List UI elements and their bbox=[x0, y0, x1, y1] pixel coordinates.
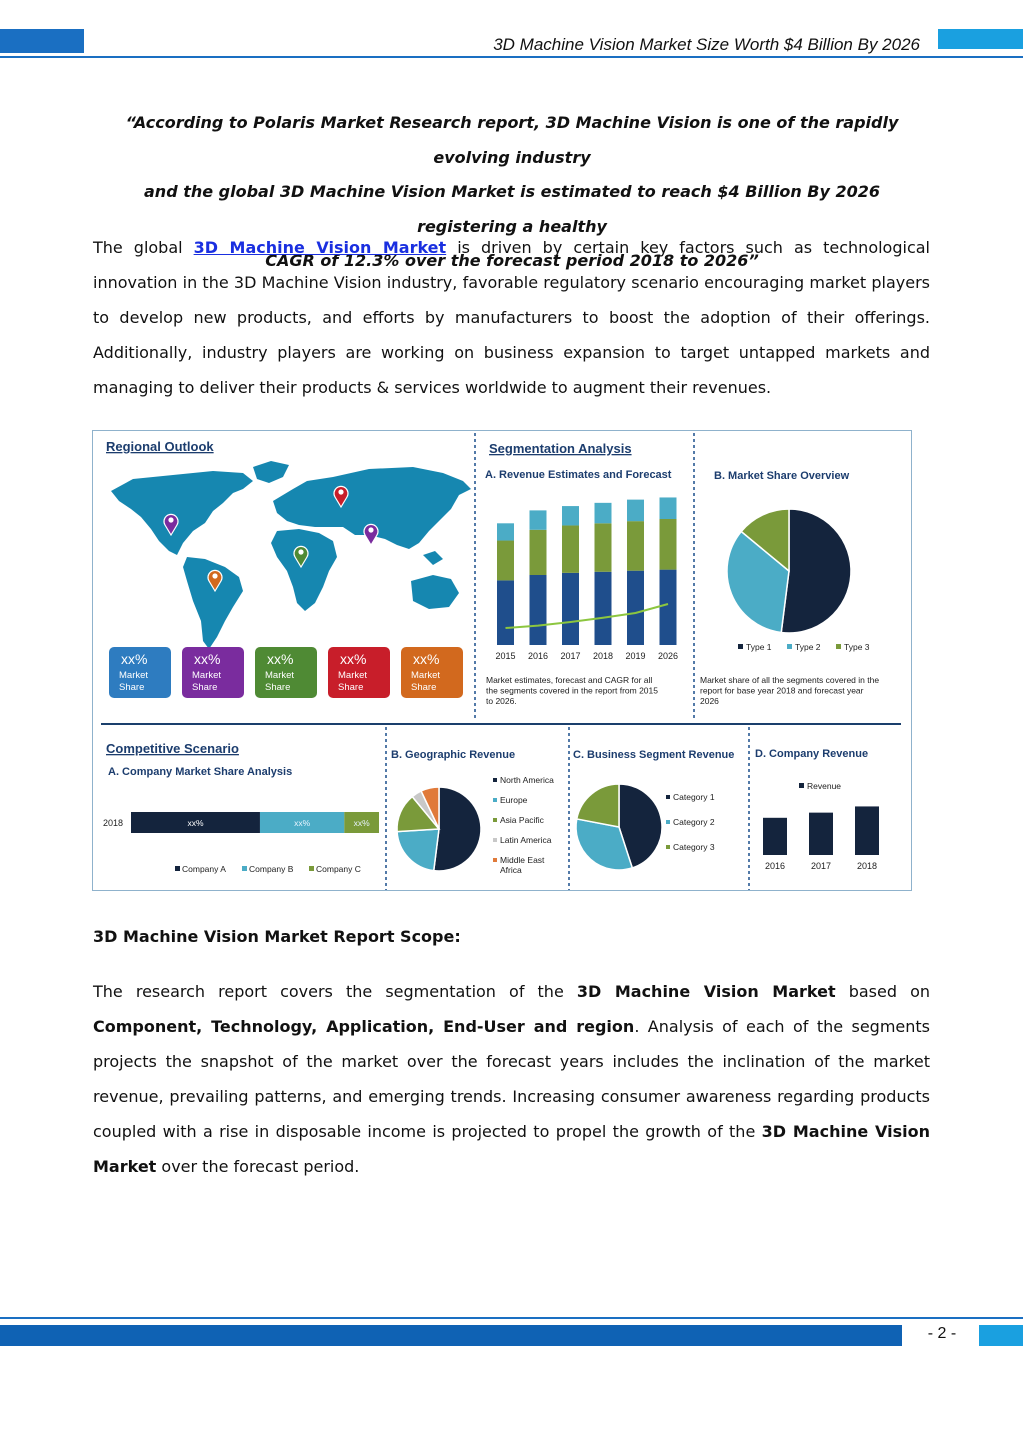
legend-label: Type 3 bbox=[844, 642, 870, 652]
legend-label: Company C bbox=[316, 864, 361, 874]
legend-label: Company B bbox=[249, 864, 294, 874]
infographic-svg bbox=[93, 431, 911, 890]
legend-label: Revenue bbox=[807, 781, 842, 791]
footer-bar bbox=[0, 1325, 902, 1346]
revenue-bar-segment bbox=[530, 530, 547, 575]
quote-line-3: CAGR of 12.3% over the forecast period 2018 to 2026” bbox=[265, 251, 759, 270]
legend-label: Type 1 bbox=[746, 642, 772, 652]
page-header-title: 3D Machine Vision Market Size Worth $4 Billion By 2026 bbox=[493, 35, 920, 54]
segmentation-title: Segmentation Analysis bbox=[489, 441, 632, 456]
revenue-year-label: 2016 bbox=[527, 651, 549, 661]
legend-label: Europe bbox=[500, 795, 528, 805]
revenue-year-label: 2026 bbox=[657, 651, 679, 661]
legend-swatch bbox=[242, 866, 247, 871]
scope-text-1: The research report covers the segmentation of the bbox=[93, 982, 577, 1001]
region-badge-value: xx% bbox=[340, 651, 367, 667]
legend-label: North America bbox=[500, 775, 554, 785]
share-caption-line: Market share of all the segments covered in the bbox=[700, 675, 880, 685]
company-revenue-year: 2017 bbox=[810, 861, 832, 871]
legend-swatch bbox=[493, 798, 497, 802]
company-share-year: 2018 bbox=[103, 818, 124, 828]
market-share-pie bbox=[727, 509, 851, 633]
revenue-caption-line: to 2026. bbox=[486, 696, 517, 706]
region-badge-label: Share bbox=[192, 682, 218, 693]
legend-label: Type 2 bbox=[795, 642, 821, 652]
market-link[interactable]: 3D Machine Vision Market bbox=[193, 238, 447, 257]
world-map bbox=[111, 461, 471, 649]
legend-swatch bbox=[493, 778, 497, 782]
revenue-caption-line: the segments covered in the report from 2015 bbox=[486, 685, 658, 696]
scope-text-4: over the forecast period. bbox=[156, 1157, 360, 1176]
region-badge-label: Share bbox=[338, 682, 364, 693]
revenue-year-label: 2017 bbox=[560, 651, 581, 661]
revenue-bar-segment bbox=[562, 525, 579, 572]
scope-bold-1: 3D Machine Vision Market bbox=[576, 982, 836, 1001]
company-share-label: xx% bbox=[187, 818, 204, 828]
footer-accent-right bbox=[979, 1325, 1023, 1346]
competitive-title: Competitive Scenario bbox=[106, 741, 239, 756]
legend-label: Latin America bbox=[500, 835, 552, 845]
region-badges bbox=[109, 647, 463, 698]
scope-paragraph bbox=[93, 974, 930, 1184]
region-badge-label: Market bbox=[338, 670, 368, 681]
revenue-bar-segment bbox=[627, 500, 644, 522]
geographic-slice bbox=[434, 787, 481, 871]
company-revenue-year: 2018 bbox=[856, 861, 878, 871]
region-badge-value: xx% bbox=[194, 651, 221, 667]
region-badge-value: xx% bbox=[267, 651, 294, 667]
segment-slice bbox=[577, 784, 619, 827]
quote-line-1: “According to Polaris Market Research report, 3D Machine Vision is one of the rapidly evolving industry bbox=[125, 113, 899, 167]
legend-swatch bbox=[787, 644, 792, 649]
header-accent-left bbox=[0, 29, 84, 53]
revenue-bar-segment bbox=[595, 523, 612, 571]
scope-bold-3: 3D Machine Vision Market bbox=[93, 1122, 930, 1176]
intro-paragraph bbox=[93, 230, 930, 405]
company-share-chart bbox=[103, 812, 379, 874]
region-badge-label: Market bbox=[119, 670, 149, 681]
australia-shape bbox=[411, 575, 459, 609]
revenue-bar-segment bbox=[530, 575, 547, 645]
legend-label: Company A bbox=[182, 864, 226, 874]
revenue-year-label: 2015 bbox=[495, 651, 516, 661]
header-accent-right bbox=[938, 29, 1023, 49]
company-revenue-title: D. Company Revenue bbox=[755, 748, 869, 760]
region-badge-label: Market bbox=[265, 670, 295, 681]
legend-swatch bbox=[309, 866, 314, 871]
company-revenue-bar bbox=[855, 806, 879, 855]
region-badge-label: Market bbox=[192, 670, 222, 681]
market-share-legend bbox=[738, 642, 870, 652]
revenue-bar-segment bbox=[497, 523, 514, 540]
legend-swatch bbox=[666, 820, 670, 824]
revenue-caption-line: Market estimates, forecast and CAGR for all bbox=[486, 675, 653, 685]
quote-line-2: and the global 3D Machine Vision Market is estimated to reach $4 Billion By 2026 registering a healthy bbox=[144, 182, 880, 236]
revenue-year-label: 2019 bbox=[625, 651, 646, 661]
intro-text-rest: is driven by certain key factors such as technological innovation in the 3D Machine Vision industry, favorable regulatory scenario encouraging market players to develop new products, and efforts by manufacturers to boost the adoption of their offerings. Additionally, industry players are working on business expansion to target untapped markets and managing to deliver their products & services worldwide to augment their revenues. bbox=[93, 238, 930, 397]
revenue-bar-segment bbox=[660, 497, 677, 519]
revenue-forecast-caption bbox=[486, 675, 658, 706]
region-badge-label: Share bbox=[265, 682, 291, 693]
legend-label: Category 3 bbox=[673, 842, 715, 852]
north-america-shape bbox=[111, 471, 253, 555]
legend-swatch bbox=[493, 818, 497, 822]
legend-swatch bbox=[493, 838, 497, 842]
legend-swatch bbox=[175, 866, 180, 871]
revenue-bar-segment bbox=[562, 506, 579, 525]
revenue-bar-segment bbox=[627, 521, 644, 571]
revenue-bar-segment bbox=[660, 519, 677, 570]
company-revenue-year: 2016 bbox=[764, 861, 786, 871]
legend-label: Category 2 bbox=[673, 817, 715, 827]
legend-label: Category 1 bbox=[673, 792, 715, 802]
legend-swatch bbox=[666, 845, 670, 849]
legend-swatch bbox=[799, 783, 804, 788]
geographic-slice bbox=[397, 829, 439, 871]
greenland-shape bbox=[253, 461, 289, 483]
company-share-label: xx% bbox=[294, 818, 311, 828]
map-pin-dot bbox=[212, 573, 217, 578]
region-badge-label: Share bbox=[411, 682, 437, 693]
legend-label: Middle East Africa bbox=[500, 855, 545, 875]
page-number: - 2 - bbox=[927, 1325, 957, 1342]
revenue-bar-segment bbox=[595, 503, 612, 523]
region-badge-value: xx% bbox=[413, 651, 440, 667]
market-share-caption bbox=[700, 675, 879, 706]
intro-text-start: The global bbox=[93, 238, 194, 257]
share-caption-line: 2026 bbox=[700, 696, 719, 706]
legend-swatch bbox=[666, 795, 670, 799]
scope-text-3: . Analysis of each of the segments projects the snapshot of the market over the forecast years includes the inclination of the market revenue, prevailing patterns, and emerging trends. Increasing consumer awareness regarding products coupled with a rise in disposable income is projected to propel the growth of the bbox=[93, 1017, 930, 1141]
scope-heading: 3D Machine Vision Market Report Scope: bbox=[93, 927, 461, 946]
header-rule bbox=[0, 56, 1023, 58]
revenue-bar-segment bbox=[530, 510, 547, 529]
company-revenue-bar bbox=[763, 818, 787, 855]
market-share-slice bbox=[781, 509, 851, 633]
geographic-revenue-title: B. Geographic Revenue bbox=[391, 749, 516, 761]
revenue-bar-segment bbox=[627, 571, 644, 645]
company-revenue-bar bbox=[809, 813, 833, 855]
share-caption-line: report for base year 2018 and forecast year bbox=[700, 685, 864, 696]
map-pin-dot bbox=[168, 517, 173, 522]
regional-outlook-title: Regional Outlook bbox=[106, 439, 214, 454]
revenue-bar-segment bbox=[497, 580, 514, 645]
revenue-bar-segment bbox=[497, 541, 514, 581]
legend-swatch bbox=[836, 644, 841, 649]
market-share-overview-title: B. Market Share Overview bbox=[714, 470, 850, 482]
footer-rule bbox=[0, 1317, 1023, 1319]
company-revenue-chart bbox=[763, 781, 879, 871]
revenue-bar-segment bbox=[595, 572, 612, 645]
revenue-year-label: 2018 bbox=[592, 651, 614, 661]
scope-bold-2: Component, Technology, Application, End-User and region bbox=[93, 1017, 635, 1036]
region-badge-value: xx% bbox=[121, 651, 148, 667]
region-badge-label: Market bbox=[411, 670, 441, 681]
revenue-forecast-chart bbox=[495, 497, 678, 661]
map-pin-dot bbox=[338, 489, 343, 494]
islands-shape bbox=[423, 551, 443, 565]
revenue-bar-segment bbox=[660, 570, 677, 645]
company-share-title: A. Company Market Share Analysis bbox=[108, 766, 293, 778]
legend-swatch bbox=[738, 644, 743, 649]
revenue-forecast-title: A. Revenue Estimates and Forecast bbox=[485, 469, 672, 481]
scope-text-2: based on bbox=[835, 982, 930, 1001]
africa-shape bbox=[271, 529, 337, 611]
map-pin-dot bbox=[368, 527, 373, 532]
region-badge-label: Share bbox=[119, 682, 145, 693]
company-share-label: xx% bbox=[353, 818, 370, 828]
legend-swatch bbox=[493, 858, 497, 862]
revenue-bar-segment bbox=[562, 573, 579, 645]
geographic-revenue-pie bbox=[397, 775, 554, 875]
business-segment-title: C. Business Segment Revenue bbox=[573, 749, 735, 761]
business-segment-pie bbox=[576, 784, 715, 870]
map-pin-dot bbox=[298, 549, 303, 554]
legend-label: Asia Pacific bbox=[500, 815, 544, 825]
market-infographic bbox=[92, 430, 912, 891]
